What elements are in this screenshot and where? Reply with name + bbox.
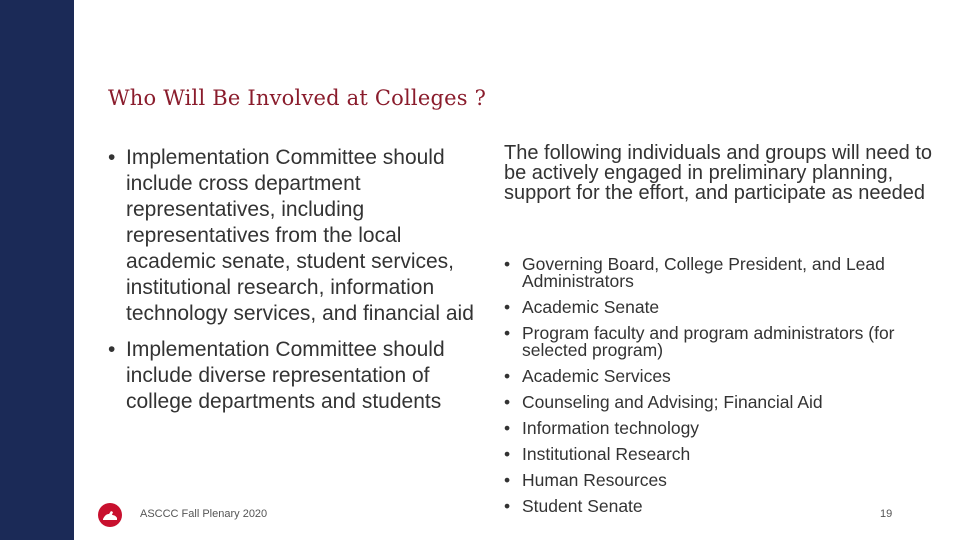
bullet-dot: • bbox=[504, 392, 511, 412]
right-bullet-list bbox=[504, 256, 934, 524]
left-bullet-text: Implementation Committee should include diverse representation of college departments and students bbox=[126, 338, 445, 413]
bullet-dot: • bbox=[504, 323, 511, 343]
footer-text: ASCCC Fall Plenary 2020 bbox=[140, 508, 268, 520]
bullet-dot: • bbox=[108, 338, 116, 361]
left-bullet-item bbox=[108, 145, 478, 327]
ascc-california-logo-icon bbox=[96, 502, 124, 528]
right-bullet-text: Counseling and Advising; Financial Aid bbox=[522, 392, 823, 412]
right-bullet-text: Governing Board, College President, and Lead Administrators bbox=[522, 254, 885, 291]
bullet-dot: • bbox=[504, 297, 511, 317]
right-bullet-text: Human Resources bbox=[522, 470, 667, 490]
right-bullet-text: Information technology bbox=[522, 418, 700, 438]
left-bullet-item bbox=[108, 337, 478, 415]
left-accent-band bbox=[0, 0, 74, 540]
bullet-dot: • bbox=[504, 254, 511, 274]
right-bullet-text: Institutional Research bbox=[522, 444, 691, 464]
right-bullet-item bbox=[504, 256, 934, 290]
bullet-dot: • bbox=[504, 470, 511, 490]
slide-title: Who Will Be Involved at Colleges ? bbox=[108, 86, 487, 110]
right-bullet-item bbox=[504, 325, 934, 359]
right-bullet-item bbox=[504, 394, 934, 411]
bullet-dot: • bbox=[504, 496, 511, 516]
left-bullet-text: Implementation Committee should include cross department representatives, including representatives from the local academic senate, student services, institutional research, information technology services, and financial aid bbox=[126, 146, 474, 325]
right-bullet-text: Program faculty and program administrators (for selected program) bbox=[522, 323, 895, 360]
right-bullet-item bbox=[504, 420, 934, 437]
right-bullet-item bbox=[504, 299, 934, 316]
bullet-dot: • bbox=[504, 418, 511, 438]
left-bullet-list bbox=[108, 145, 478, 425]
bullet-dot: • bbox=[504, 366, 511, 386]
right-bullet-text: Student Senate bbox=[522, 496, 643, 516]
right-bullet-text: Academic Services bbox=[522, 366, 671, 386]
right-bullet-item bbox=[504, 446, 934, 463]
bullet-dot: • bbox=[504, 444, 511, 464]
right-bullet-text: Academic Senate bbox=[522, 297, 660, 317]
page-number: 19 bbox=[880, 508, 893, 520]
right-bullet-item bbox=[504, 472, 934, 489]
right-intro-text: The following individuals and groups will need to be actively engaged in preliminary planning, support for the effort, and participate as needed bbox=[504, 142, 933, 204]
right-bullet-item bbox=[504, 368, 934, 385]
bullet-dot: • bbox=[108, 146, 116, 169]
right-bullet-item bbox=[504, 498, 934, 515]
